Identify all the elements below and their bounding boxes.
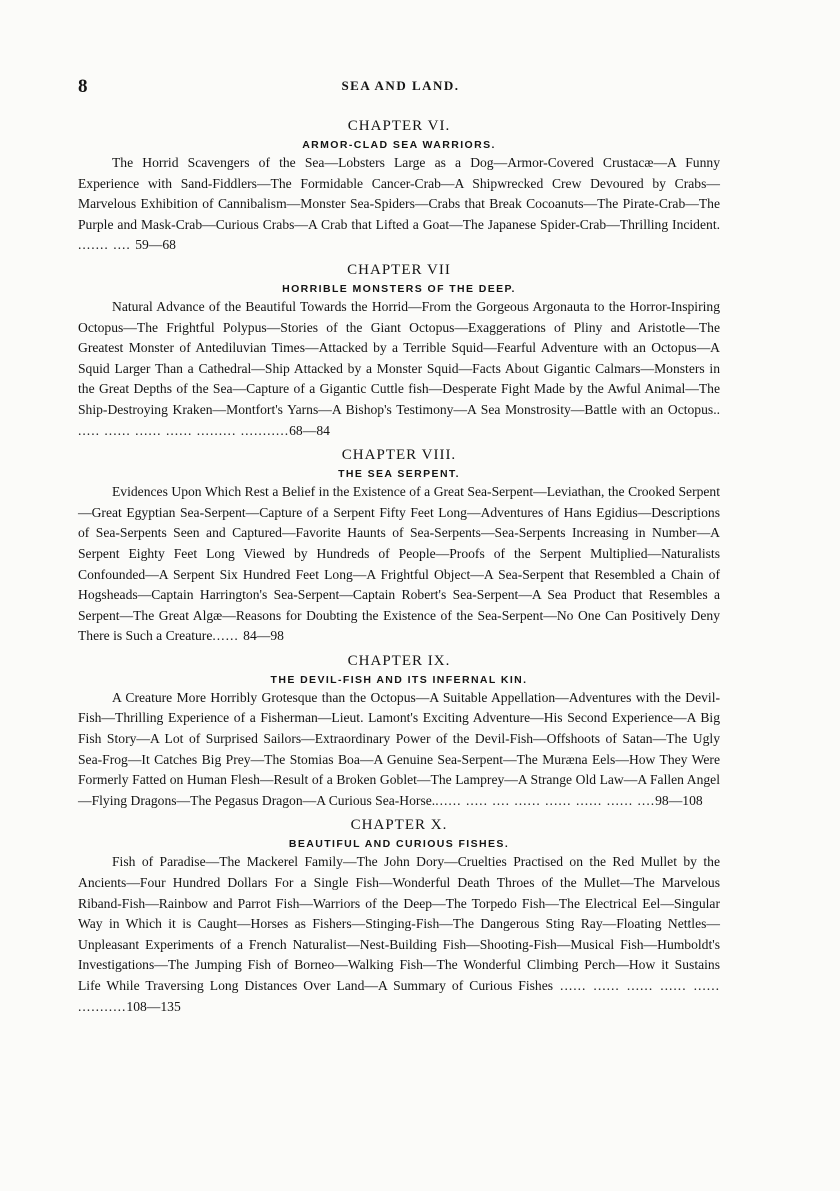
chapter-entry-8 bbox=[78, 446, 720, 647]
running-title: SEA AND LAND. bbox=[341, 78, 460, 93]
chapter-heading: CHAPTER X. bbox=[350, 817, 448, 834]
chapter-summary bbox=[78, 297, 720, 441]
chapter-heading: CHAPTER VI. bbox=[347, 118, 451, 134]
chapter-summary bbox=[78, 153, 720, 256]
chapter-title: ARMOR-CLAD SEA WARRIORS. bbox=[302, 139, 496, 151]
chapter-heading: CHAPTER VII bbox=[347, 261, 451, 278]
dot-leader: ...... bbox=[212, 628, 244, 644]
page-range: 108—135 bbox=[126, 998, 181, 1014]
chapter-entry-9 bbox=[78, 652, 720, 812]
page-header bbox=[78, 76, 723, 100]
chapter-heading: CHAPTER IX. bbox=[347, 652, 451, 669]
page-range: 59—68 bbox=[135, 237, 176, 253]
chapter-summary bbox=[78, 482, 720, 647]
page-range: 68—84 bbox=[289, 422, 330, 438]
table-of-contents bbox=[78, 117, 720, 1022]
page-range: 98—108 bbox=[655, 792, 703, 808]
chapter-heading: CHAPTER VIII. bbox=[341, 447, 457, 464]
summary-text: The Horrid Scavengers of the Sea—Lobsters Large as a Dog—Armor-Covered Crustacæ—A Funny Experience with Sand-Fiddlers—The Formidable Cancer-Crab—A Shipwrecked Crew Devoured by Crabs—Marvelous Exhibition of Cannibalism—Monster Sea-Spiders—Crabs that Break Cocoanuts—The Pirate-Crab—The Purple and Mask-Crab—Curious Crabs—A Crab that Lifted a Goat—The Japanese Spider-Crab—Thrilling Incident. bbox=[78, 155, 720, 232]
summary-text: Evidences Upon Which Rest a Belief in the Existence of a Great Sea-Serpent—Leviathan, the Crooked Serpent—Great Egyptian Sea-Serpent—Capture of a Serpent Fifty Feet Long—Adventures of Hans Egidius—Descriptions of Sea-Serpents Seen and Captured—Favorite Haunts of Sea-Serpents—Sea-Serpents Increasing in Number—A Serpent Eighty Feet Long Viewed by Hundreds of People—Proofs of the Serpent Multiplied—Naturalists Confounded—A Serpent Six Hundred Feet Long—A Frightful Object—A Sea-Serpent that Resembled a Chain of Hogsheads—Captain Harrington's Sea-Serpent—Captain Robert's Sea-Serpent—A Sea Product that Resembles a Serpent—The Great Algæ—Reasons for Doubting the Existence of the Sea-Serpent—No One Can Positively Deny There is Such a Creature bbox=[78, 484, 720, 644]
page-number: 8 bbox=[78, 76, 88, 97]
chapter-title: BEAUTIFUL AND CURIOUS FISHES. bbox=[288, 838, 510, 851]
chapter-title: THE DEVIL-FISH AND ITS INFERNAL KIN. bbox=[270, 673, 528, 686]
dot-leader: ...... ..... .... ...... ...... ...... ...... .... bbox=[435, 792, 656, 808]
summary-text: Fish of Paradise—The Mackerel Family—The John Dory—Cruelties Practised on the Red Mullet by the Ancients—Four Hundred Dollars For a Single Fish—Wonderful Death Throes of the Mullet—The Marvelous Riband-Fish—Rainbow and Parrot Fish—Warriors of the Deep—The Torpedo Fish—The Electrical Eel—Singular Way in Which it is Caught—Horses as Fishers—Stinging-Fish—The Dangerous Sting Ray—Floating Nettles—Unpleasant Experiments of a French Naturalist—Nest-Building Fish—Shooting-Fish—Musical Fish—Humboldt's Investigations—The Jumping Fish of Borneo—Walking Fish—The Wonderful Climbing Perch—How it Sustains Life While Traversing Long Distances Over Land—A Summary of Curious Fishes bbox=[78, 854, 720, 993]
summary-text: A Creature More Horribly Grotesque than the Octopus—A Suitable Appellation—Adventures with the Devil-Fish—Thrilling Experience of a Fisherman—Lieut. Lamont's Exciting Adventure—His Second Experience—A Big Fish Story—A Lot of Surprised Sailors—Extraordinary Power of the Devil-Fish—Offshoots of Satan—The Ugly Sea-Frog—It Catches Big Prey—The Stomias Boa—A Genuine Sea-Serpent—The Muræna Eels—How They Were Formerly Fatted on Human Flesh—Result of a Broken Goblet—The Lamprey—A Strange Old Law—A Fallen Angel—Flying Dragons—The Pegasus Dragon—A Curious Sea-Horse. bbox=[78, 689, 720, 808]
dot-leader: ....... .... bbox=[78, 237, 136, 253]
chapter-title: THE SEA SERPENT. bbox=[338, 468, 460, 481]
chapter-summary bbox=[78, 688, 720, 812]
summary-text: Natural Advance of the Beautiful Towards the Horrid—From the Gorgeous Argonauta to the Horror-Inspiring Octopus—The Frightful Polypus—Stories of the Giant Octopus—Exaggerations of Pliny and Aristotle—The Greatest Monster of Antediluvian Times—Attacked by a Terrible Squid—Fearful Adventure with an Octopus—A Squid Larger Than a Cathedral—Ship Attacked by a Monster Squid—Facts About Gigantic Calmars—Monsters in the Great Depths of the Sea—Capture of a Gigantic Cuttle fish—Desperate Fight Made by the Awful Animal—The Ship-Destroying Kraken—Montfort's Yarns—A Bishop's Testimony—A Sea Monstrosity—Battle with an Octopus.. bbox=[78, 298, 720, 417]
dot-leader: ...... ...... ...... ...... ...... ........... bbox=[78, 978, 720, 1014]
chapter-entry-10 bbox=[78, 816, 720, 1017]
chapter-summary bbox=[78, 852, 720, 1017]
dot-leader: ..... ...... ...... ...... ......... ........... bbox=[78, 422, 290, 438]
chapter-entry-6 bbox=[78, 117, 720, 256]
page-range: 84—98 bbox=[243, 628, 284, 644]
chapter-entry-7 bbox=[78, 261, 720, 441]
chapter-title: HORRIBLE MONSTERS OF THE DEEP. bbox=[282, 282, 516, 295]
